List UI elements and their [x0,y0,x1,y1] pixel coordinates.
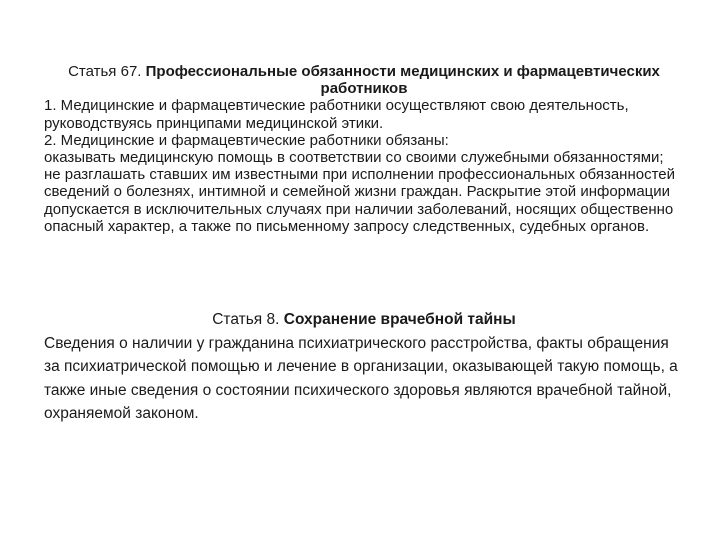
article-8-number: Статья 8. [212,311,284,328]
article-67-paragraph-2: 2. Медицинские и фармацевтические работники обязаны: [44,131,449,149]
article-67 [44,63,684,235]
article-67-title [44,63,684,97]
article-8 [44,308,684,426]
article-8-heading: Сохранение врачебной тайны [283,311,516,328]
article-67-paragraph-1: 1. Медицинские и фармацевтические работники осуществляют свою деятельность, руководствуясь принципами медицинской этики. [44,97,629,132]
article-8-paragraph: Сведения о наличии у гражданина психиатрического расстройства, факты обращения за психиатрической помощью и лечение в организации, оказывающей такую помощь, а также иные сведения о состоянии психического здоровья являются врачебной тайной, охраняемой законом. [44,334,678,422]
article-67-number: Статья 67. [68,63,146,80]
article-67-paragraph-3: оказывать медицинскую помощь в соответствии со своими служебными обязанностями; не разглашать ставших им известными при исполнении профессиональных обязанностей сведений о болезнях, интимной и семейной жизни граждан. Раскрытие этой информации допускается в исключительных случаях при наличии заболеваний, носящих общественно опасный характер, а также по письменному запросу следственных, судебных органов. [44,149,675,235]
article-8-title [44,308,684,332]
article-67-heading: Профессиональные обязанности медицинских и фармацевтических работников [145,63,660,98]
